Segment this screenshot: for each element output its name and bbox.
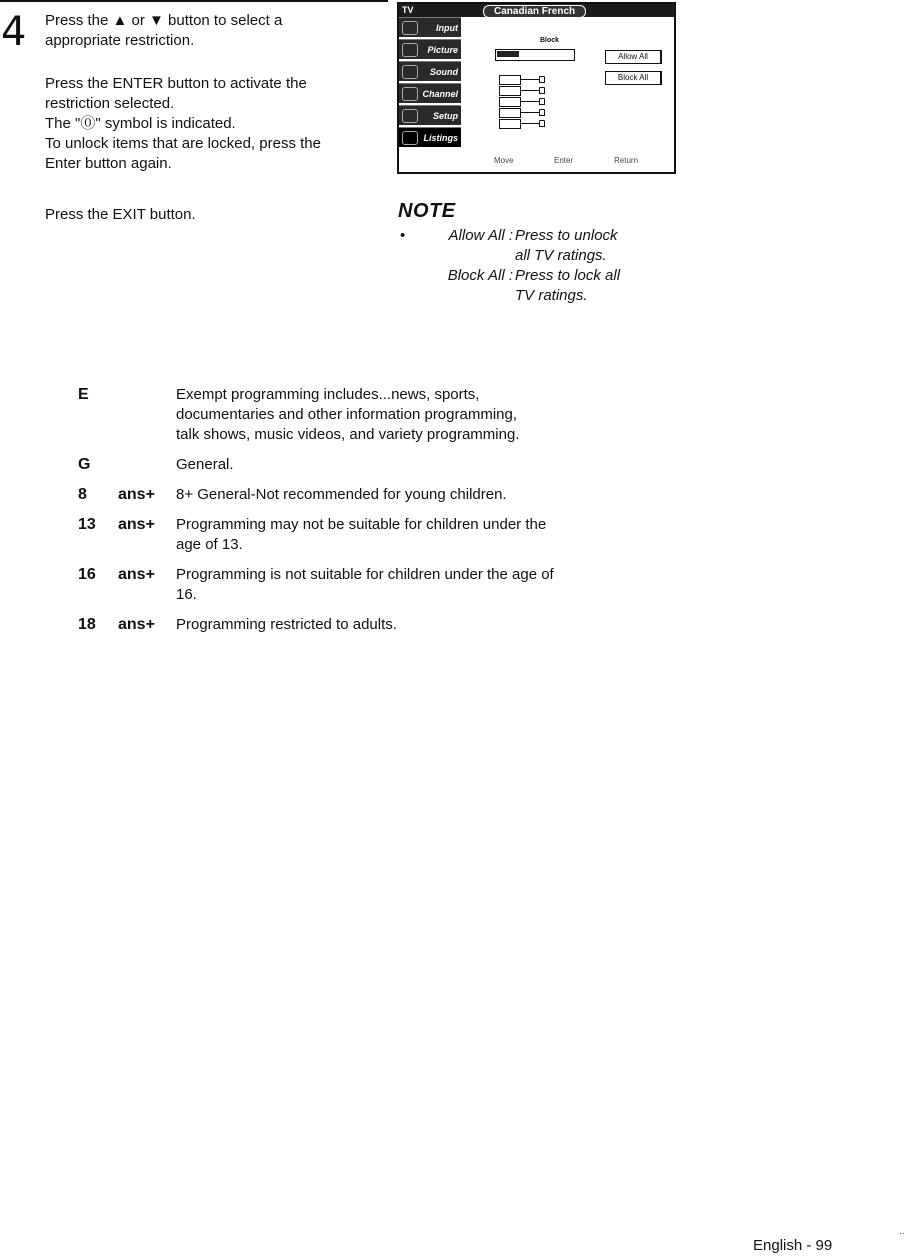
- text-line: Press the EXIT button.: [45, 206, 196, 223]
- rating-description: [176, 565, 678, 605]
- top-rule: [0, 0, 388, 2]
- menu-item-listings: [399, 127, 461, 147]
- note-term: Block All :: [447, 267, 513, 284]
- rating-suffix: ans+: [118, 616, 155, 633]
- text-line: 8+ General-Not recommended for young children.: [176, 486, 507, 503]
- sound-icon: [402, 65, 418, 79]
- channel-icon: [402, 87, 418, 101]
- rating-row: [499, 85, 569, 96]
- text-line: Press the ▲ or ▼ button to select a: [45, 12, 283, 29]
- rating-entry-e: [78, 385, 678, 445]
- rating-code: 13: [78, 516, 96, 533]
- text-line: Press the ENTER button to activate the: [45, 75, 307, 92]
- text-line: Programming may not be suitable for children under the: [176, 516, 547, 533]
- rating-entry-g: [78, 455, 678, 475]
- page-number: English - 99: [753, 1237, 833, 1254]
- step-instruction-enter: [45, 74, 321, 174]
- note-desc: Press to lock all: [515, 267, 621, 284]
- menu-label: Channel: [422, 88, 458, 99]
- step-number: 4: [1, 9, 27, 55]
- rating-tag: [497, 51, 519, 57]
- tv-screen-illustration: [397, 2, 676, 174]
- rating-code: E: [78, 386, 89, 403]
- screen-title-left: TV: [402, 5, 414, 15]
- text-line: To unlock items that are locked, press the: [45, 135, 321, 152]
- footer-move-hint: Move: [494, 156, 514, 165]
- step-instruction-exit: [45, 205, 196, 225]
- rating-entry-16: [78, 565, 678, 605]
- menu-item-input: [399, 17, 461, 37]
- block-all-button: Block All: [605, 71, 662, 85]
- rating-row: [499, 118, 569, 129]
- text-line: Programming is not suitable for children under the age of: [176, 566, 554, 583]
- setup-icon: [402, 109, 418, 123]
- lock-icon: [539, 109, 545, 116]
- text-line: Enter button again.: [45, 155, 172, 172]
- block-column-label: Block: [540, 37, 560, 44]
- menu-item-sound: [399, 61, 461, 81]
- rating-row: [499, 107, 569, 118]
- rating-code: 18: [78, 616, 96, 633]
- text-line: Exempt programming includes...news, sports,: [176, 386, 480, 403]
- rating-description: [176, 515, 678, 555]
- bullet-icon: •: [400, 227, 406, 244]
- menu-item-setup: [399, 105, 461, 125]
- corner-mark: ..: [899, 1226, 905, 1237]
- rating-description: [176, 455, 678, 475]
- text-line: age of 13.: [176, 536, 243, 553]
- screen-title-center: Canadian French: [483, 5, 586, 18]
- menu-label: Setup: [432, 110, 458, 121]
- text-line: restriction selected.: [45, 95, 175, 112]
- rating-entry-18: [78, 615, 678, 635]
- rating-description: [176, 385, 678, 445]
- block-row: [495, 49, 575, 61]
- text-line: documentaries and other information programming,: [176, 406, 518, 423]
- rating-suffix: ans+: [118, 516, 155, 533]
- picture-icon: [402, 43, 418, 57]
- lock-icon: [539, 98, 545, 105]
- rating-entry-13: [78, 515, 678, 555]
- step-instruction-select: [45, 11, 282, 51]
- listings-icon: [402, 131, 418, 145]
- menu-item-channel: [399, 83, 461, 103]
- note-desc: TV ratings.: [515, 287, 588, 304]
- menu-label: Picture: [427, 44, 458, 55]
- menu-item-picture: [399, 39, 461, 59]
- rating-list: [499, 74, 569, 129]
- rating-row: [499, 96, 569, 107]
- rating-code: 16: [78, 566, 96, 583]
- note-desc: Press to unlock: [515, 227, 618, 244]
- text-line: Programming restricted to adults.: [176, 616, 397, 633]
- screen-title-bar: [399, 4, 674, 17]
- rating-suffix: ans+: [118, 566, 155, 583]
- footer-return-hint: Return: [614, 156, 639, 165]
- screen-side-menu: [399, 17, 461, 149]
- text-line: 16.: [176, 586, 197, 603]
- rating-suffix: ans+: [118, 486, 155, 503]
- rating-code: G: [78, 456, 91, 473]
- rating-entry-8: [78, 485, 678, 505]
- menu-label: Listings: [423, 132, 458, 143]
- note-term: Allow All :: [448, 227, 513, 244]
- rating-code: 8: [78, 486, 87, 503]
- text-line: appropriate restriction.: [45, 32, 195, 49]
- text-line: talk shows, music videos, and variety programming.: [176, 426, 520, 443]
- note-desc: all TV ratings.: [515, 247, 607, 264]
- rating-row: [499, 74, 569, 85]
- note-title: NOTE: [398, 200, 456, 222]
- lock-icon: [539, 120, 545, 127]
- menu-label: Input: [436, 22, 458, 33]
- rating-description: [176, 485, 678, 505]
- text-line: The "⓪" symbol is indicated.: [45, 115, 236, 132]
- text-line: General.: [176, 456, 234, 473]
- screen-footer: [399, 150, 674, 172]
- ratings-list: [78, 385, 678, 645]
- allow-all-button: Allow All: [605, 50, 662, 64]
- input-icon: [402, 21, 418, 35]
- rating-description: [176, 615, 678, 635]
- lock-icon: [539, 76, 545, 83]
- footer-enter-hint: Enter: [554, 156, 574, 165]
- menu-label: Sound: [430, 66, 458, 77]
- lock-icon: [539, 87, 545, 94]
